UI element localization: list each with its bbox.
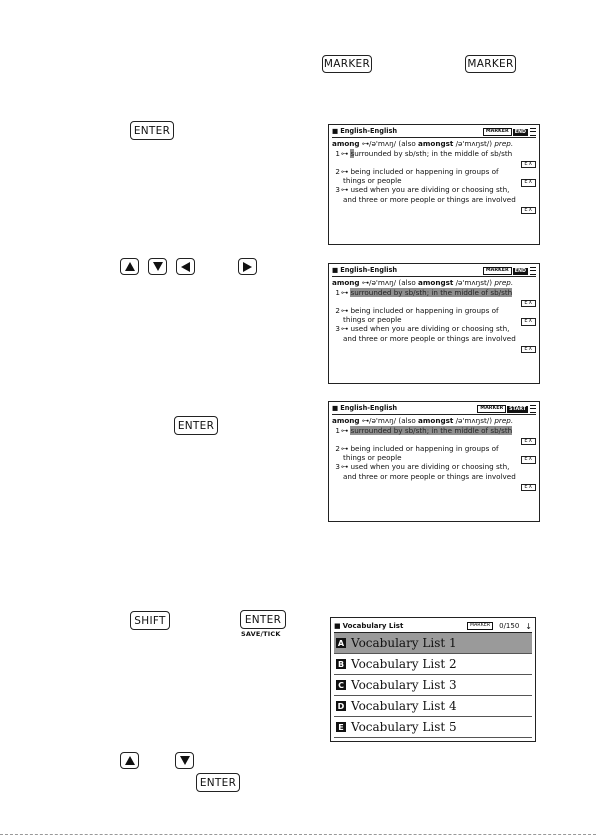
- vocab-list-label: Vocabulary List 5: [351, 720, 457, 734]
- key-icon: ⊶: [341, 287, 349, 297]
- key-icon: ⊶: [361, 278, 370, 287]
- example-icon: EX: [521, 179, 536, 187]
- key-icon: ⊶: [341, 166, 349, 176]
- right-arrow-key: [238, 258, 257, 275]
- vocab-list-item[interactable]: [334, 696, 532, 717]
- marker-tag: MARKER: [483, 267, 512, 275]
- start-tag: START: [509, 406, 526, 412]
- example-icon: EX: [521, 161, 536, 169]
- also-prefix: (also: [398, 278, 416, 287]
- screen-title: ■ Vocabulary List: [334, 622, 403, 630]
- screen-header: [334, 620, 532, 633]
- entry-headline: [332, 139, 536, 149]
- letter-e-icon: E: [336, 722, 346, 732]
- screen-header: [332, 127, 536, 138]
- status-tags: [483, 267, 536, 275]
- key-icon: ⊶: [341, 148, 349, 158]
- shift-key: SHIFT: [130, 611, 170, 630]
- vocab-list-item[interactable]: [334, 675, 532, 696]
- vocab-list-label: Vocabulary List 4: [351, 699, 457, 713]
- example-icon: EX: [521, 346, 536, 354]
- vocab-list-item[interactable]: [334, 633, 532, 654]
- enter-key: ENTER: [174, 416, 218, 435]
- key-icon: ⊶: [341, 462, 349, 472]
- download-arrow-icon: ↓: [525, 621, 532, 631]
- sense-2-cont: things or people: [343, 453, 402, 463]
- letter-a-icon: A: [337, 638, 345, 648]
- highlighted-text: surrounded by sb/sth; in the middle of sb/sth: [350, 425, 513, 435]
- alt-pronunciation: /ə'mʌŋst/): [455, 416, 493, 425]
- headword: among: [332, 416, 360, 425]
- screen-header: [332, 404, 536, 415]
- example-icon: EX: [521, 300, 536, 308]
- marker-tag: MARKER: [467, 622, 493, 630]
- sense-3: 3⊶ used when you are dividing or choosing sth,: [335, 462, 510, 472]
- dictionary-screen-2: [328, 263, 540, 384]
- up-arrow-icon: [125, 756, 135, 765]
- dictionary-screen-1: [328, 124, 540, 245]
- right-arrow-icon: [243, 262, 252, 272]
- sense-2-cont: things or people: [343, 176, 402, 186]
- marker-key: MARKER: [322, 55, 372, 73]
- up-arrow-icon: [125, 262, 135, 271]
- letter-b-icon: B: [337, 659, 345, 669]
- enter-key: ENTER: [196, 773, 240, 792]
- sense-3: 3⊶ used when you are dividing or choosing sth,: [335, 185, 510, 195]
- down-arrow-icon: [153, 262, 163, 271]
- status-tags: [483, 128, 536, 136]
- example-icon: EX: [521, 484, 536, 492]
- up-arrow-key: [120, 752, 139, 769]
- sense-1: 1⊶ surrounded by sb/sth; in the middle of sb/sth: [335, 148, 513, 158]
- key-icon: ⊶: [341, 443, 349, 453]
- sense-2: 2⊶ being included or happening in groups of: [335, 305, 499, 315]
- sense-3-cont: and three or more people or things are involved: [343, 471, 516, 481]
- menu-lines-icon: [530, 405, 536, 413]
- enter-key: ENTER: [240, 610, 286, 629]
- part-of-speech: prep.: [494, 416, 514, 425]
- sense-3-cont: and three or more people or things are involved: [343, 333, 516, 343]
- letter-c-icon: C: [336, 680, 346, 690]
- example-icon: EX: [521, 207, 536, 215]
- screen-title: ■ English-English: [332, 404, 397, 414]
- sense-1: 1⊶ surrounded by sb/sth; in the middle of sb/sth: [335, 425, 513, 435]
- vocab-list-label: Vocabulary List 2: [351, 657, 457, 671]
- sense-3: 3⊶ used when you are dividing or choosing sth,: [335, 324, 510, 334]
- down-arrow-key: [175, 752, 194, 769]
- example-icon: EX: [521, 438, 536, 446]
- example-icon: EX: [521, 456, 536, 464]
- end-tag: END: [514, 268, 526, 274]
- down-arrow-icon: [180, 756, 190, 765]
- key-icon: ⊶: [341, 185, 349, 195]
- vocabulary-list-screen: [330, 617, 536, 742]
- left-arrow-icon: [181, 262, 190, 272]
- marker-key: MARKER: [465, 55, 516, 73]
- marker-tag: MARKER: [483, 128, 512, 136]
- status-tags: [477, 405, 536, 413]
- key-icon: ⊶: [341, 425, 349, 435]
- sense-text: urrounded by sb/sth; in the middle of sb/sth: [354, 148, 513, 158]
- alt-pronunciation: /ə'mʌŋst/): [455, 278, 493, 287]
- sense-2: 2⊶ being included or happening in groups of: [335, 443, 499, 453]
- highlighted-text: surrounded by sb/sth; in the middle of sb/sth: [350, 287, 513, 297]
- list-count: 0/150: [499, 622, 520, 630]
- screen-title: ■ English-English: [332, 266, 397, 276]
- page-bottom-border: [0, 834, 596, 835]
- menu-lines-icon: [530, 267, 536, 275]
- save-tick-label: SAVE/TICK: [241, 630, 281, 638]
- pronunciation: /ə'mʌŋ/: [369, 139, 397, 148]
- also-prefix: (also: [398, 139, 416, 148]
- letter-d-icon: D: [337, 701, 345, 711]
- entry-headline: [332, 416, 536, 426]
- vocab-list-label: Vocabulary List 3: [351, 678, 457, 692]
- sense-3-cont: and three or more people or things are involved: [343, 194, 516, 204]
- up-arrow-key: [120, 258, 139, 275]
- headword: among: [332, 139, 360, 148]
- cursor-char: s: [350, 148, 355, 158]
- pronunciation: /ə'mʌŋ/: [369, 416, 397, 425]
- vocab-list-item[interactable]: [334, 654, 532, 675]
- end-tag: END: [514, 129, 526, 135]
- vocab-list-label: Vocabulary List 1: [351, 636, 457, 650]
- alt-pronunciation: /ə'mʌŋst/): [455, 139, 493, 148]
- menu-lines-icon: [530, 128, 536, 136]
- dictionary-screen-3: [328, 401, 540, 522]
- enter-key: ENTER: [130, 121, 174, 140]
- marker-tag: MARKER: [477, 405, 506, 413]
- example-icon: EX: [521, 318, 536, 326]
- key-icon: ⊶: [361, 416, 370, 425]
- pronunciation: /ə'mʌŋ/: [369, 278, 397, 287]
- key-icon: ⊶: [341, 324, 349, 334]
- alt-headword: amongst: [418, 278, 454, 287]
- screen-header: [332, 266, 536, 277]
- down-arrow-key: [148, 258, 167, 275]
- key-icon: ⊶: [361, 139, 370, 148]
- screen-title: ■ English-English: [332, 127, 397, 137]
- vocab-list-item[interactable]: [334, 717, 532, 738]
- headword: among: [332, 278, 360, 287]
- left-arrow-key: [176, 258, 195, 275]
- key-icon: ⊶: [341, 305, 349, 315]
- part-of-speech: prep.: [494, 278, 514, 287]
- sense-2-cont: things or people: [343, 315, 402, 325]
- sense-1: 1⊶ surrounded by sb/sth; in the middle of sb/sth: [335, 287, 513, 297]
- entry-headline: [332, 278, 536, 288]
- alt-headword: amongst: [418, 139, 454, 148]
- part-of-speech: prep.: [494, 139, 514, 148]
- sense-2: 2⊶ being included or happening in groups of: [335, 166, 499, 176]
- alt-headword: amongst: [418, 416, 454, 425]
- also-prefix: (also: [398, 416, 416, 425]
